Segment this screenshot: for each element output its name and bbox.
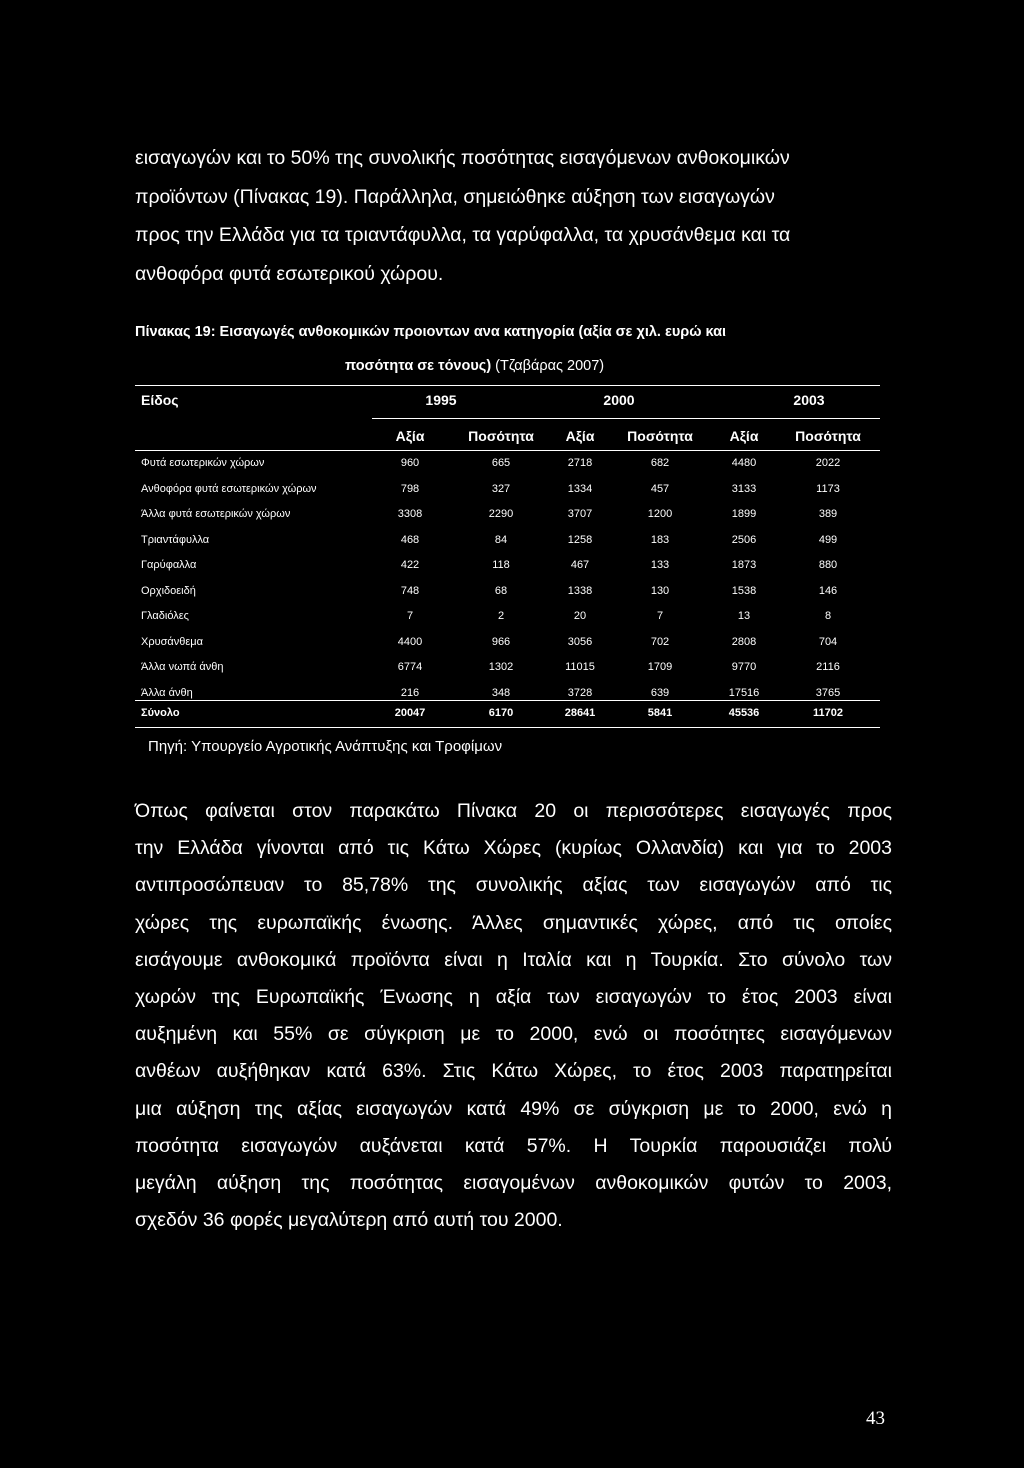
- body-line: σχεδόν 36 φορές μεγαλύτερη από αυτή του 2000.: [135, 1209, 563, 1232]
- table-cell: 84: [494, 533, 508, 546]
- row-label: Γλαδιόλες: [141, 610, 189, 622]
- intro-line: εισαγωγών και το 50% της συνολικής ποσότητας εισαγόμενων ανθοκομικών: [135, 147, 790, 169]
- column-subheader: Ποσότητα: [627, 428, 693, 444]
- table-cell: 2022: [815, 457, 841, 469]
- intro-line: προς την Ελλάδα για τα τριαντάφυλλα, τα γαρύφαλλα, τα χρυσάνθεμα και τα: [135, 224, 791, 246]
- table-cell: 468: [400, 533, 420, 546]
- table-subtitle: [345, 358, 604, 374]
- table-header-rule: [135, 450, 880, 451]
- total-cell: 6170: [488, 707, 514, 719]
- table-cell: 682: [650, 457, 670, 469]
- table-cell: 1334: [567, 482, 593, 495]
- table-year-rule: [372, 418, 880, 419]
- table-cell: 2116: [816, 661, 840, 673]
- table-cell: 389: [818, 508, 838, 520]
- table-subtitle-bold: ποσότητα σε τόνους): [345, 358, 492, 374]
- table-cell: 966: [491, 635, 511, 648]
- table-cell: 1538: [731, 584, 757, 597]
- table-bottom-rule: [135, 727, 880, 728]
- intro-line: προϊόντων (Πίνακας 19). Παράλληλα, σημειώθηκε αύξηση των εισαγωγών: [135, 185, 775, 208]
- column-header-item: Είδος: [141, 392, 179, 408]
- intro-line: ανθοφόρα φυτά εσωτερικού χώρου.: [135, 262, 444, 285]
- table-cell: 3056: [567, 635, 593, 648]
- row-label: Ορχιδοειδή: [141, 584, 196, 597]
- body-line: αυξημένη και 55% σε σύγκριση με το 2000, ενώ οι ποσότητες εισαγόμενων: [135, 1023, 892, 1046]
- table-cell: 146: [818, 584, 838, 597]
- column-header-year: 1995: [425, 392, 457, 408]
- table-cell: 1338: [567, 584, 593, 597]
- column-header-year: 2003: [793, 392, 825, 408]
- row-label: Άλλα φυτά εσωτερικών χώρων: [141, 508, 291, 520]
- table-cell: 68: [494, 584, 508, 597]
- table-cell: 2506: [731, 533, 757, 546]
- body-line: μια αύξηση της αξίας εισαγωγών κατά 49% σε σύγκριση με το 2000, ενώ η: [135, 1097, 892, 1120]
- column-subheader: Αξία: [395, 428, 425, 444]
- table-cell: 457: [650, 482, 670, 495]
- table-cell: 499: [818, 533, 838, 546]
- table-cell: 11015: [565, 661, 595, 673]
- table-cell: 665: [491, 457, 511, 469]
- table-cell: 422: [400, 559, 420, 571]
- table-cell: 748: [400, 584, 420, 597]
- table-cell: 216: [400, 686, 420, 699]
- table-cell: 1173: [816, 482, 840, 495]
- table-cell: 133: [650, 559, 670, 571]
- page-number: 43: [866, 1408, 885, 1429]
- column-subheader: Αξία: [729, 428, 759, 444]
- table-cell: 1258: [567, 533, 593, 546]
- table-cell: 1899: [731, 508, 757, 520]
- table-cell: 327: [491, 482, 511, 495]
- body-line: Όπως φαίνεται στον παρακάτω Πίνακα 20 οι περισσότερες εισαγωγές προς: [135, 800, 892, 822]
- row-label: Άλλα άνθη: [141, 686, 193, 699]
- table-cell: 1200: [647, 508, 673, 520]
- table-cell: 1709: [647, 661, 673, 673]
- table-source: Πηγή: Υπουργείο Αγροτικής Ανάπτυξης και Τροφίμων: [148, 738, 503, 755]
- body-line: χωρών της Ευρωπαϊκής Ένωσης η αξία των εισαγωγών το έτος 2003 είναι: [135, 986, 892, 1009]
- row-label: Ανθοφόρα φυτά εσωτερικών χώρων: [141, 482, 317, 495]
- table-cell: 1302: [488, 661, 514, 673]
- table-cell: 2718: [567, 457, 593, 469]
- body-line: την Ελλάδα γίνονται από τις Κάτω Χώρες (κυρίως Ολλανδία) και για το 2003: [135, 837, 892, 860]
- table-cell: 20: [573, 610, 587, 622]
- body-line: εισάγουμε ανθοκομικά προϊόντα είναι η Ιταλία και η Τουρκία. Στο σύνολο των: [135, 948, 892, 971]
- table-cell: 7: [406, 610, 414, 622]
- table-top-rule: [135, 385, 880, 386]
- body-line: μεγάλη αύξηση της ποσότητας εισαγομένων ανθοκομικών φυτών το 2003,: [135, 1172, 892, 1195]
- table-cell: 118: [492, 559, 510, 571]
- table-cell: 7: [656, 610, 664, 622]
- table-cell: 3308: [397, 508, 423, 520]
- table-cell: 13: [737, 610, 751, 622]
- column-subheader: Ποσότητα: [468, 428, 534, 444]
- body-line: ανθέων αυξήθηκαν κατά 63%. Στις Κάτω Χώρες, το έτος 2003 παρατηρείται: [135, 1060, 892, 1083]
- column-subheader: Ποσότητα: [795, 428, 861, 444]
- table-cell: 880: [818, 559, 838, 571]
- total-cell: 20047: [394, 707, 426, 719]
- table-cell: 3133: [731, 482, 757, 495]
- table-cell: 9770: [731, 661, 757, 673]
- table-cell: 17516: [728, 686, 760, 699]
- body-line: χώρες της ευρωπαϊκής ένωσης. Άλλες σημαντικές χώρες, από τις οποίες: [135, 911, 892, 934]
- table-cell: 130: [650, 584, 670, 597]
- table-cell: 2: [497, 610, 505, 622]
- table-cell: 6774: [397, 661, 423, 673]
- table-title: Πίνακας 19: Εισαγωγές ανθοκομικών προιοντων ανα κατηγορία (αξία σε χιλ. ευρώ και: [135, 324, 727, 340]
- total-cell: 45536: [728, 707, 760, 719]
- column-header-year: 2000: [603, 392, 635, 408]
- intro-paragraph: [135, 139, 790, 293]
- total-cell: 28641: [564, 707, 596, 719]
- table-subtitle-source: (Τζαβάρας 2007): [491, 358, 605, 374]
- table-cell: 702: [650, 635, 670, 648]
- table-cell: 639: [650, 686, 670, 699]
- table-cell: 183: [650, 533, 670, 546]
- row-label: Φυτά εσωτερικών χώρων: [141, 457, 265, 469]
- table-cell: 1873: [731, 559, 757, 571]
- row-label: Χρυσάνθεμα: [141, 635, 203, 648]
- row-label: Άλλα νωπά άνθη: [141, 661, 224, 673]
- total-label: Σύνολο: [141, 707, 180, 719]
- total-cell: 11702: [813, 707, 843, 719]
- table-cell: 348: [491, 686, 511, 699]
- table-cell: 8: [824, 610, 832, 622]
- table-cell: 3707: [567, 508, 593, 520]
- table-cell: 2290: [488, 508, 514, 520]
- table-cell: 960: [400, 457, 420, 469]
- table-cell: 4480: [731, 457, 757, 469]
- row-label: Τριαντάφυλλα: [141, 533, 210, 546]
- total-cell: 5841: [647, 707, 673, 719]
- table-cell: 2808: [731, 635, 757, 648]
- table-cell: 467: [570, 559, 590, 571]
- column-subheader: Αξία: [565, 428, 595, 444]
- body-line: αντιπροσώπευαν το 85,78% της συνολικής αξίας των εισαγωγών από τις: [135, 874, 892, 897]
- table-cell: 4400: [397, 635, 423, 648]
- table-cell: 3728: [567, 686, 593, 699]
- table-cell: 798: [400, 482, 420, 495]
- row-label: Γαρύφαλλα: [141, 559, 197, 571]
- table-cell: 704: [818, 635, 838, 648]
- table-total-rule: [135, 700, 880, 701]
- body-line: ποσότητα εισαγωγών αυξάνεται κατά 57%. Η Τουρκία παρουσιάζει πολύ: [135, 1134, 892, 1157]
- table-cell: 3765: [815, 686, 841, 699]
- body-paragraph: [135, 793, 892, 1239]
